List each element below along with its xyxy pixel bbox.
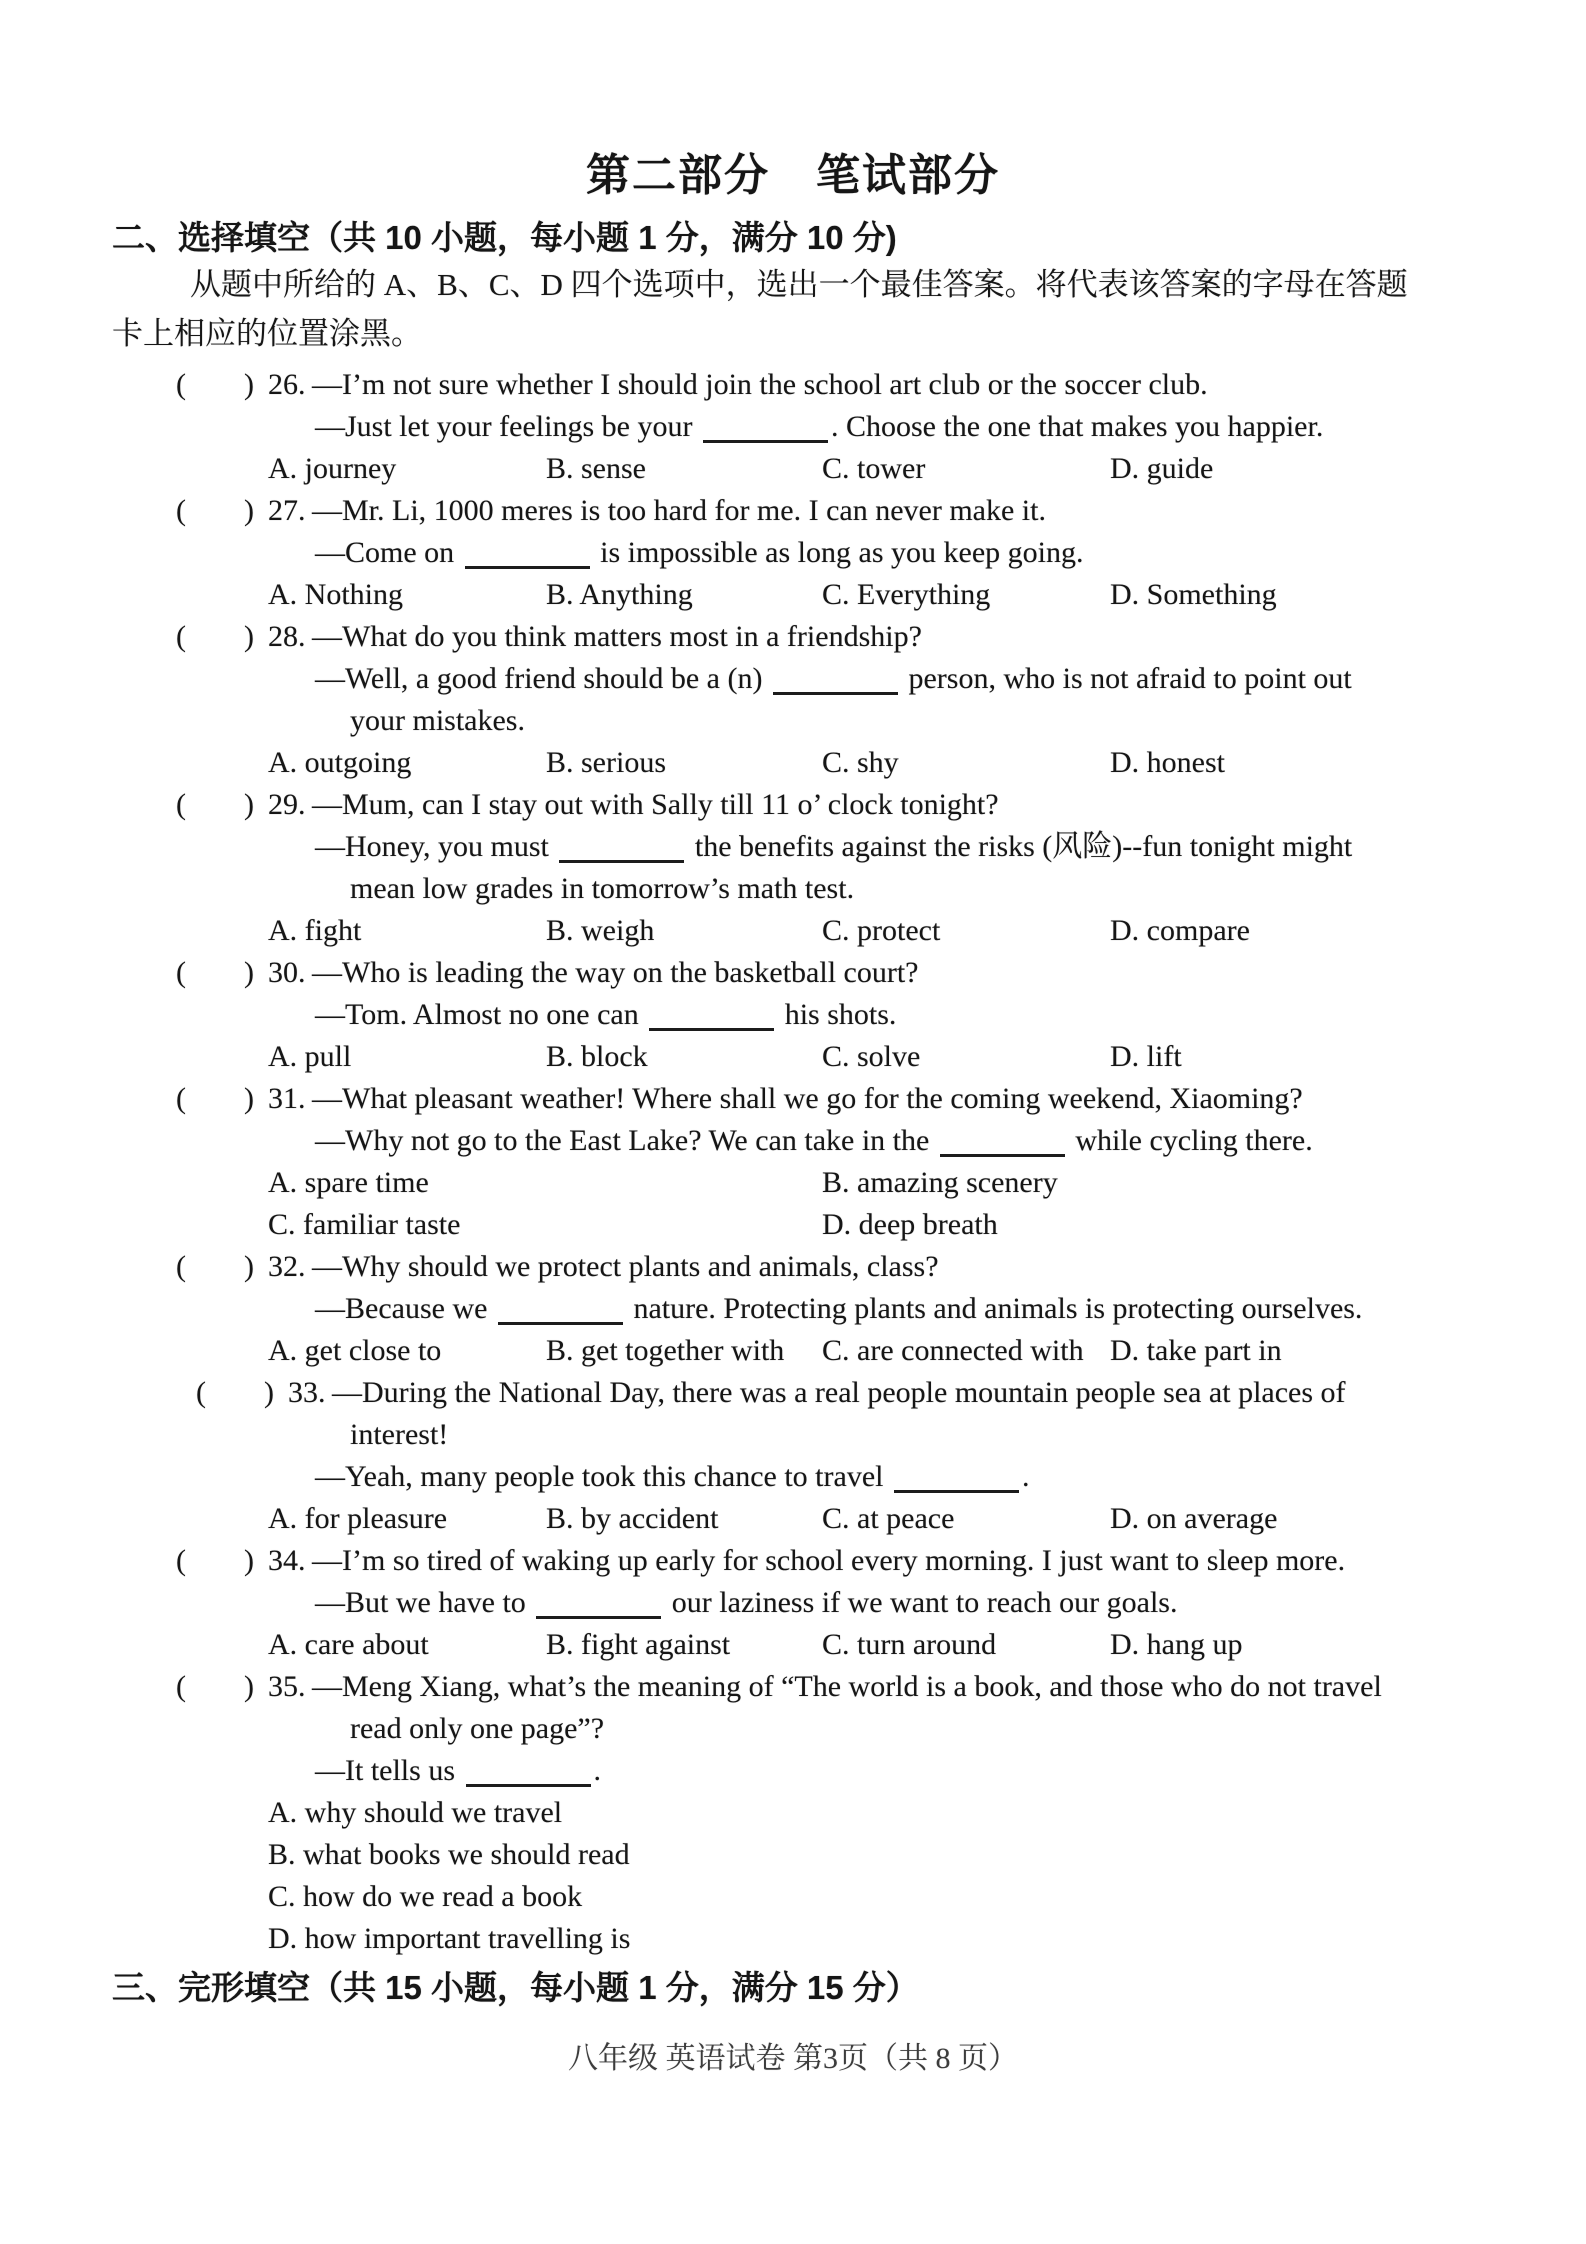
answer-blank	[649, 998, 774, 1031]
question-28	[0, 616, 1586, 784]
question-reply: —Honey, you must the benefits against the risks (风险)--fun tonight might	[315, 830, 1353, 863]
question-reply: —Because we nature. Protecting plants and animals is protecting ourselves.	[315, 1292, 1363, 1325]
question-number: 34.	[268, 1544, 306, 1577]
option-row	[0, 1204, 1586, 1246]
question-reply: —Come on is impossible as long as you keep going.	[315, 536, 1084, 569]
option-row	[0, 1624, 1586, 1666]
option: D. honest	[1110, 746, 1225, 779]
question-text: —What pleasant weather! Where shall we go for the coming weekend, Xiaoming?	[312, 1082, 1303, 1115]
question-number: 30.	[268, 956, 306, 989]
option: D. how important travelling is	[268, 1922, 631, 1955]
option: C. familiar taste	[268, 1208, 461, 1241]
answer-blank	[773, 662, 898, 695]
option: D. on average	[1110, 1502, 1278, 1535]
option: C. protect	[822, 914, 941, 947]
option: C. tower	[822, 452, 926, 485]
answer-paren-open: (	[176, 1250, 186, 1283]
answer-paren-open: (	[176, 1544, 186, 1577]
option: B. get together with	[546, 1334, 785, 1367]
question-reply: —Well, a good friend should be a (n) person, who is not afraid to point out	[315, 662, 1352, 695]
question-continuation: your mistakes.	[350, 704, 525, 737]
question-30	[0, 952, 1586, 1078]
option: C. turn around	[822, 1628, 997, 1661]
option: B. amazing scenery	[822, 1166, 1058, 1199]
question-stem	[0, 1540, 1586, 1582]
question-34	[0, 1540, 1586, 1666]
question-33	[0, 1372, 1586, 1540]
answer-paren-close: )	[244, 1544, 254, 1577]
question-text: —Why should we protect plants and animals, class?	[312, 1250, 939, 1283]
question-number: 28.	[268, 620, 306, 653]
option: B. what books we should read	[268, 1838, 630, 1871]
question-stem	[0, 1372, 1586, 1414]
instructions-line-2: 卡上相应的位置涂黑。	[112, 316, 422, 351]
answer-paren-open: (	[176, 1670, 186, 1703]
question-text: —Meng Xiang, what’s the meaning of “The world is a book, and those who do not travel	[312, 1670, 1382, 1703]
answer-paren-close: )	[244, 494, 254, 527]
option: A. get close to	[268, 1334, 442, 1367]
option: B. Anything	[546, 578, 693, 611]
option: D. lift	[1110, 1040, 1182, 1073]
page-footer: 八年级 英语试卷 第3页（共 8 页）	[568, 2042, 1018, 2075]
question-number: 29.	[268, 788, 306, 821]
answer-paren-open: (	[176, 620, 186, 653]
answer-paren-close: )	[244, 368, 254, 401]
option-row	[0, 1036, 1586, 1078]
question-text: —I’m not sure whether I should join the school art club or the soccer club.	[312, 368, 1208, 401]
answer-blank	[894, 1460, 1019, 1493]
option: B. block	[546, 1040, 648, 1073]
option-row	[0, 1834, 1586, 1876]
answer-paren-open: (	[176, 788, 186, 821]
question-stem	[0, 1666, 1586, 1708]
answer-blank	[536, 1586, 661, 1619]
option: D. hang up	[1110, 1628, 1243, 1661]
option: A. fight	[268, 914, 362, 947]
option: D. guide	[1110, 452, 1214, 485]
question-stem	[0, 364, 1586, 406]
option-row	[0, 910, 1586, 952]
answer-paren-open: (	[176, 956, 186, 989]
option: A. Nothing	[268, 578, 403, 611]
question-29	[0, 784, 1586, 952]
answer-blank	[466, 1754, 591, 1787]
option: A. pull	[268, 1040, 352, 1073]
option: A. care about	[268, 1628, 429, 1661]
option: C. are connected with	[822, 1334, 1084, 1367]
option: A. for pleasure	[268, 1502, 448, 1535]
option: B. by accident	[546, 1502, 719, 1535]
option: D. take part in	[1110, 1334, 1282, 1367]
option: C. how do we read a book	[268, 1880, 583, 1913]
answer-blank	[498, 1292, 623, 1325]
option-row	[0, 1330, 1586, 1372]
answer-paren-open: (	[176, 1082, 186, 1115]
instructions-line-1: 从题中所给的 A、B、C、D 四个选项中，选出一个最佳答案。将代表该答案的字母在答题	[190, 267, 1408, 302]
option-row	[0, 1876, 1586, 1918]
option: B. weigh	[546, 914, 655, 947]
questions	[0, 364, 1586, 1960]
option: D. compare	[1110, 914, 1250, 947]
section-heading-cloze: 三、完形填空（共 15 小题，每小题 1 分，满分 15 分）	[112, 1969, 919, 2006]
question-27	[0, 490, 1586, 616]
answer-paren-close: )	[244, 1670, 254, 1703]
option: C. solve	[822, 1040, 921, 1073]
question-stem	[0, 616, 1586, 658]
option: D. deep breath	[822, 1208, 998, 1241]
question-text: —Mr. Li, 1000 meres is too hard for me. I can never make it.	[312, 494, 1046, 527]
question-26	[0, 364, 1586, 490]
answer-blank	[703, 410, 828, 443]
question-reply: —Why not go to the East Lake? We can take in the while cycling there.	[315, 1124, 1313, 1157]
answer-paren-open: (	[176, 368, 186, 401]
option: A. outgoing	[268, 746, 412, 779]
option: A. why should we travel	[268, 1796, 563, 1829]
option: B. sense	[546, 452, 646, 485]
answer-paren-close: )	[244, 1250, 254, 1283]
question-stem	[0, 490, 1586, 532]
option-row	[0, 574, 1586, 616]
option: B. fight against	[546, 1628, 731, 1661]
answer-blank	[465, 536, 590, 569]
page-title: 第二部分 笔试部分	[586, 151, 1000, 200]
answer-paren-open: (	[196, 1376, 206, 1409]
option: A. journey	[268, 452, 397, 485]
answer-paren-close: )	[244, 956, 254, 989]
option-row	[0, 1162, 1586, 1204]
question-reply: —Just let your feelings be your . Choose the one that makes you happier.	[315, 410, 1324, 443]
question-stem	[0, 952, 1586, 994]
option: C. shy	[822, 746, 899, 779]
question-number: 33.	[288, 1376, 326, 1409]
question-reply: —But we have to our laziness if we want to reach our goals.	[315, 1586, 1178, 1619]
question-stem	[0, 1078, 1586, 1120]
question-stem	[0, 1246, 1586, 1288]
option: B. serious	[546, 746, 666, 779]
option: A. spare time	[268, 1166, 429, 1199]
option-row	[0, 448, 1586, 490]
option-row	[0, 742, 1586, 784]
option: C. Everything	[822, 578, 991, 611]
option-row	[0, 1918, 1586, 1960]
question-32	[0, 1246, 1586, 1372]
question-number: 31.	[268, 1082, 306, 1115]
option-row	[0, 1498, 1586, 1540]
answer-paren-close: )	[244, 788, 254, 821]
question-continuation: read only one page”?	[350, 1712, 605, 1745]
question-number: 35.	[268, 1670, 306, 1703]
question-number: 26.	[268, 368, 306, 401]
answer-paren-close: )	[244, 1082, 254, 1115]
section-instructions	[0, 260, 1586, 358]
question-reply: —Tom. Almost no one can his shots.	[315, 998, 897, 1031]
answer-paren-open: (	[176, 494, 186, 527]
question-text: —What do you think matters most in a friendship?	[312, 620, 922, 653]
option: C. at peace	[822, 1502, 955, 1535]
question-continuation: mean low grades in tomorrow’s math test.	[350, 872, 855, 905]
question-reply: —It tells us .	[315, 1754, 601, 1787]
question-31	[0, 1078, 1586, 1246]
question-continuation: interest!	[350, 1418, 449, 1451]
answer-blank	[559, 830, 684, 863]
question-text: —Mum, can I stay out with Sally till 11 o’ clock tonight?	[312, 788, 999, 821]
question-reply: —Yeah, many people took this chance to travel .	[315, 1460, 1030, 1493]
question-text: —Who is leading the way on the basketball court?	[312, 956, 919, 989]
section-heading-multiple-choice: 二、选择填空（共 10 小题，每小题 1 分，满分 10 分)	[112, 219, 897, 256]
question-number: 32.	[268, 1250, 306, 1283]
answer-paren-close: )	[264, 1376, 274, 1409]
option-row	[0, 1792, 1586, 1834]
question-text: —During the National Day, there was a real people mountain people sea at places of	[332, 1376, 1346, 1409]
question-text: —I’m so tired of waking up early for school every morning. I just want to sleep more.	[312, 1544, 1346, 1577]
option: D. Something	[1110, 578, 1277, 611]
question-35	[0, 1666, 1586, 1960]
answer-blank	[940, 1124, 1065, 1157]
answer-paren-close: )	[244, 620, 254, 653]
question-number: 27.	[268, 494, 306, 527]
question-stem	[0, 784, 1586, 826]
